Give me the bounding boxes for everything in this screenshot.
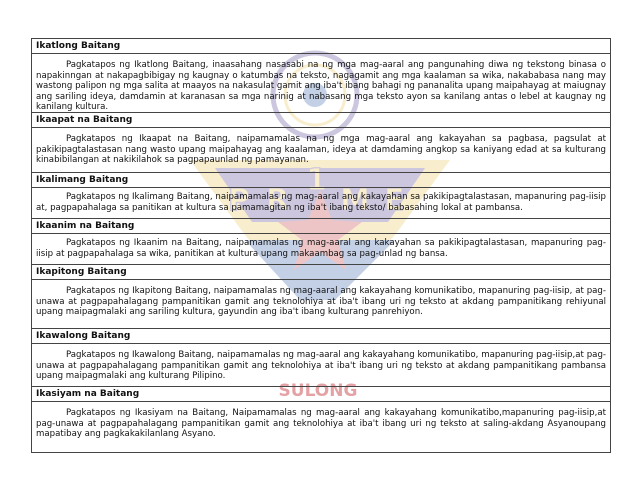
grade-description: Pagkatapos ng Ikaapat na Baitang, naipamamalas na ng mga mag-aaral ang kakayahan sa pagbasa, pagsulat at pakikipagtalastasan nang wasto upang maipahayag ang kaalaman, ideya at damdaming angkop sa kaniyang edad at sa kulturang kinabibilangan at nakikilahok sa pagpapaunlad ng pamayanan. xyxy=(36,134,606,165)
grade-description: Pagkatapos ng Ikapitong Baitang, naipamamalas ng mag-aaral ang kakayahang komunikatibo, mapanuring pag-iisip, at pag-unawa at pagpapahalagang pampanitikan gamit ang teknolohiya at iba't ibang uri ng teksto at akdang pampanitikang rehiyunal upang maipagmalaki ang sariling kultura, gayundin ang iba't ibang kulturang panrehiyon. xyxy=(36,286,606,317)
grade-section-ikasiyam-na-baitang xyxy=(32,386,610,452)
grade-heading: Ikaanim na Baitang xyxy=(32,219,610,234)
grade-section-ikawalong-baitang xyxy=(32,328,610,386)
grade-section-ikapitong-baitang xyxy=(32,264,610,328)
grade-description: Pagkatapos ng Ikalimang Baitang, naipamamalas ng mag-aaral ang kakayahan sa pakikipagtalastasan, mapanuring pag-iisip at, pagpapahalaga sa panitikan at kultura sa pamamagitan ng iba't ibang teksto/ babasahing lokal at pambansa. xyxy=(36,192,606,213)
grade-heading: Ikapitong Baitang xyxy=(32,265,610,280)
watermark-letter: E xyxy=(384,183,405,218)
grade-description: Pagkatapos ng Ikasiyam na Baitang, Naipamamalas ng mag-aaral ang kakayahang komunikatibo,mapanuring pag-iisip,at pag-unawa at pagpapahalagang pampanitikan gamit ang teknolohiya at iba't ibang uri ng teksto at saling-akdang Asyanoupang mapatibay ang pagkakakilanlang Asyano. xyxy=(36,408,606,439)
grade-section-ikalimang-baitang xyxy=(32,172,610,218)
grade-section-ikaanim-na-baitang xyxy=(32,218,610,264)
grade-description: Pagkatapos ng Ikawalong Baitang, naipamamalas ng mag-aaral ang kakayahang komunikatibo, mapanuring pag-iisip,at pag-unawa at pagpapahalagang pampanitikan gamit ang teknolohiya at iba't ibang uri ng teksto at akdang pampanitikang pambansa upang maipagmalaki ang kulturang Pilipino. xyxy=(36,350,606,381)
watermark-caption: SULONG xyxy=(278,381,358,401)
watermark-letter: R xyxy=(266,183,290,218)
learning-standards-table xyxy=(31,38,611,453)
watermark-letter: P xyxy=(228,183,250,218)
grade-section-ikatlong-baitang xyxy=(32,39,610,112)
grade-heading: Ikasiyam na Baitang xyxy=(32,387,610,402)
watermark-letter: 1 xyxy=(306,163,327,198)
watermark-letter: M xyxy=(340,183,370,218)
grade-description: Pagkatapos ng Ikaanim na Baitang, naipamamalas ng mag-aaral ang kakayahan sa pakikipagtalastasan, mapanuring pag-iisip at pagpapahalaga sa wika, panitikan at kultura upang makaambag sa pag-unlad ng bansa. xyxy=(36,238,606,259)
grade-heading: Ikatlong Baitang xyxy=(32,39,610,54)
grade-heading: Ikaapat na Baitang xyxy=(32,113,610,128)
grade-heading: Ikawalong Baitang xyxy=(32,329,610,344)
grade-description: Pagkatapos ng Ikatlong Baitang, inaasahang nasasabi na ng mga mag-aaral ang pangunahing diwa ng tekstong binasa o napakinngan at nakapagbibigay ng kaugnay o katumbas na teksto, nagagamit ang mga kaalaman sa wika, nakababasa nang may wastong palipon ng mga salita at maayos na nakasulat gamit ang iba't ibang bahagi ng pananalita upang maipahayag at maiugnay ang sariling ideya, damdamin at karanasan sa mga narinig at nabasang mga teksto ayon sa kanilang antas o lebel at kaugnay ng kanilang kultura. xyxy=(36,60,606,112)
grade-section-ikaapat-na-baitang xyxy=(32,112,610,172)
grade-heading: Ikalimang Baitang xyxy=(32,173,610,188)
